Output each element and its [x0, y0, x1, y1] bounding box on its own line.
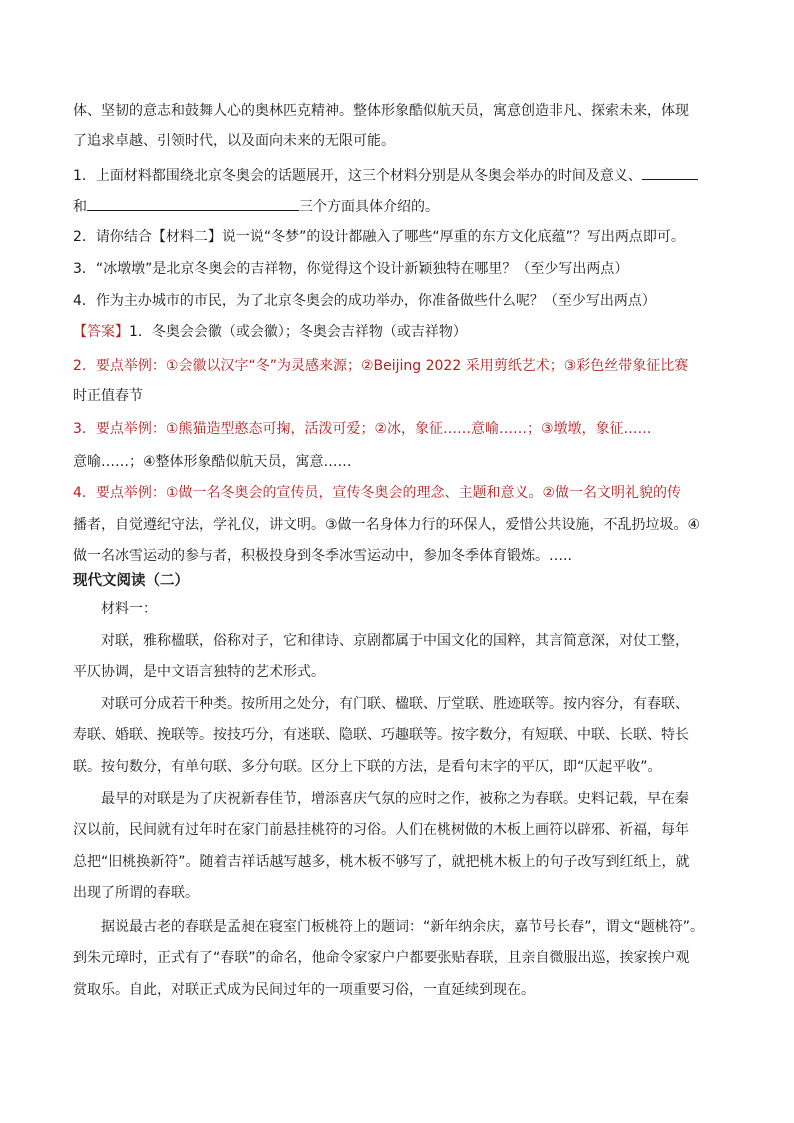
answer-1 — [73, 322, 733, 342]
question-1-and: 和 — [73, 199, 87, 215]
question-1-line-2 — [73, 196, 733, 217]
passage-paragraph: 最早的对联是为了庆祝新春佳节，增添喜庆气氛的应时之作，被称之为春联。史料记载，早在秦 — [101, 791, 689, 807]
passage-line: 出现了所谓的春联。 — [73, 885, 199, 901]
answer-1-text: 1．冬奥会会徽（或会徽）；冬奥会吉祥物（或吉祥物） — [129, 324, 467, 340]
passage-line: 体、坚韧的意志和鼓舞人心的奥林匹克精神。整体形象酷似航天员，寓意创造非凡、探索未来，体现 — [73, 103, 689, 119]
passage-line: 总把“旧桃换新符”。随着吉祥话越写越多，桃木板不够写了，就把桃木板上的句子改写到红纸上，就 — [73, 854, 690, 870]
passage-line: 平仄协调，是中文语言独特的艺术形式。 — [73, 664, 325, 680]
question-1-tail: 三个方面具体介绍的。 — [299, 199, 439, 215]
question-1-line-1 — [73, 165, 733, 186]
passage-paragraph: 对联可分成若干种类。按所用之处分，有门联、楹联、厅堂联、胜迹联等。按内容分，有春联、 — [101, 696, 689, 712]
answer-tag: 【答案】 — [73, 324, 129, 340]
passage-paragraph: 据说最古老的春联是孟昶在寝室门板桃符上的题词：“新年纳余庆，嘉节号长春”，谓文“题桃符”。 — [101, 919, 705, 935]
answer-4-line-1: 4．要点举例：①做一名冬奥会的宣传员，宣传冬奥会的理念、主题和意义。②做一名文明礼貌的传 — [73, 485, 682, 501]
passage-paragraph: 对联，雅称楹联，俗称对子，它和律诗、京剧都属于中国文化的国粹，其言简意深，对仗工整， — [101, 633, 689, 649]
answer-3-line-1: 3．要点举例：①熊猫造型憨态可掬，活泼可爱；②冰，象征……意喻……；③墩墩，象征…… — [73, 421, 652, 437]
passage-line: 寿联、婚联、挽联等。按技巧分，有迷联、隐联、巧趣联等。按字数分，有短联、中联、长联、特长 — [73, 727, 689, 743]
passage-line: 了追求卓越、引领时代，以及面向未来的无限可能。 — [73, 133, 395, 149]
answer-3-line-2: 意喻……；④整体形象酷似航天员，寓意…… — [73, 454, 352, 470]
question-2: 2．请你结合【材料二】说一说“冬梦”的设计都融入了哪些“厚重的东方文化底蕴”？写出两点即可。 — [73, 229, 685, 245]
answer-blank[interactable] — [87, 196, 299, 211]
question-4: 4．作为主办城市的市民，为了北京冬奥会的成功举办，你准备做些什么呢？（至少写出两点） — [73, 293, 656, 309]
passage-line: 汉以前，民间就有过年时在家门前悬挂桃符的习俗。人们在桃树做的木板上画符以辟邪、祈福，每年 — [73, 822, 689, 838]
question-1-text: 1．上面材料都围绕北京冬奥会的话题展开，这三个材料分别是从冬奥会举办的时间及意义、 — [73, 168, 642, 184]
question-3: 3．“冰墩墩”是北京冬奥会的吉祥物，你觉得这个设计新颖独特在哪里？（至少写出两点） — [73, 261, 629, 277]
answer-blank[interactable] — [642, 165, 698, 180]
passage-line: 到朱元璋时，正式有了“春联”的命名，他命令家家户户都要张贴春联，且亲自微服出巡，挨家挨户观 — [73, 950, 690, 966]
passage-line: 联。按句数分，有单句联、多分句联。区分上下联的方法，是看句末字的平仄，即“仄起平收”。 — [73, 759, 662, 775]
answer-4-line-3: 做一名冰雪运动的参与者，积极投身到冬季冰雪运动中，参加冬季体育锻炼。….. — [73, 548, 572, 564]
section-title: 现代文阅读（二） — [73, 573, 189, 589]
answer-4-line-2: 播者，自觉遵纪守法，学礼仪，讲文明。③做一名身体力行的环保人，爱惜公共设施，不乱扔垃圾。④ — [73, 517, 701, 533]
answer-2-line-1: 2．要点举例：①会徽以汉字“冬”为灵感来源；②Beijing 2022 采用剪纸艺术；③彩色丝带象征比赛 — [73, 358, 689, 374]
answer-2-line-2: 时正值春节 — [73, 388, 143, 404]
material-label: 材料一： — [101, 601, 157, 617]
passage-line: 赏取乐。自此，对联正式成为民间过年的一项重要习俗，一直延续到现在。 — [73, 982, 535, 998]
